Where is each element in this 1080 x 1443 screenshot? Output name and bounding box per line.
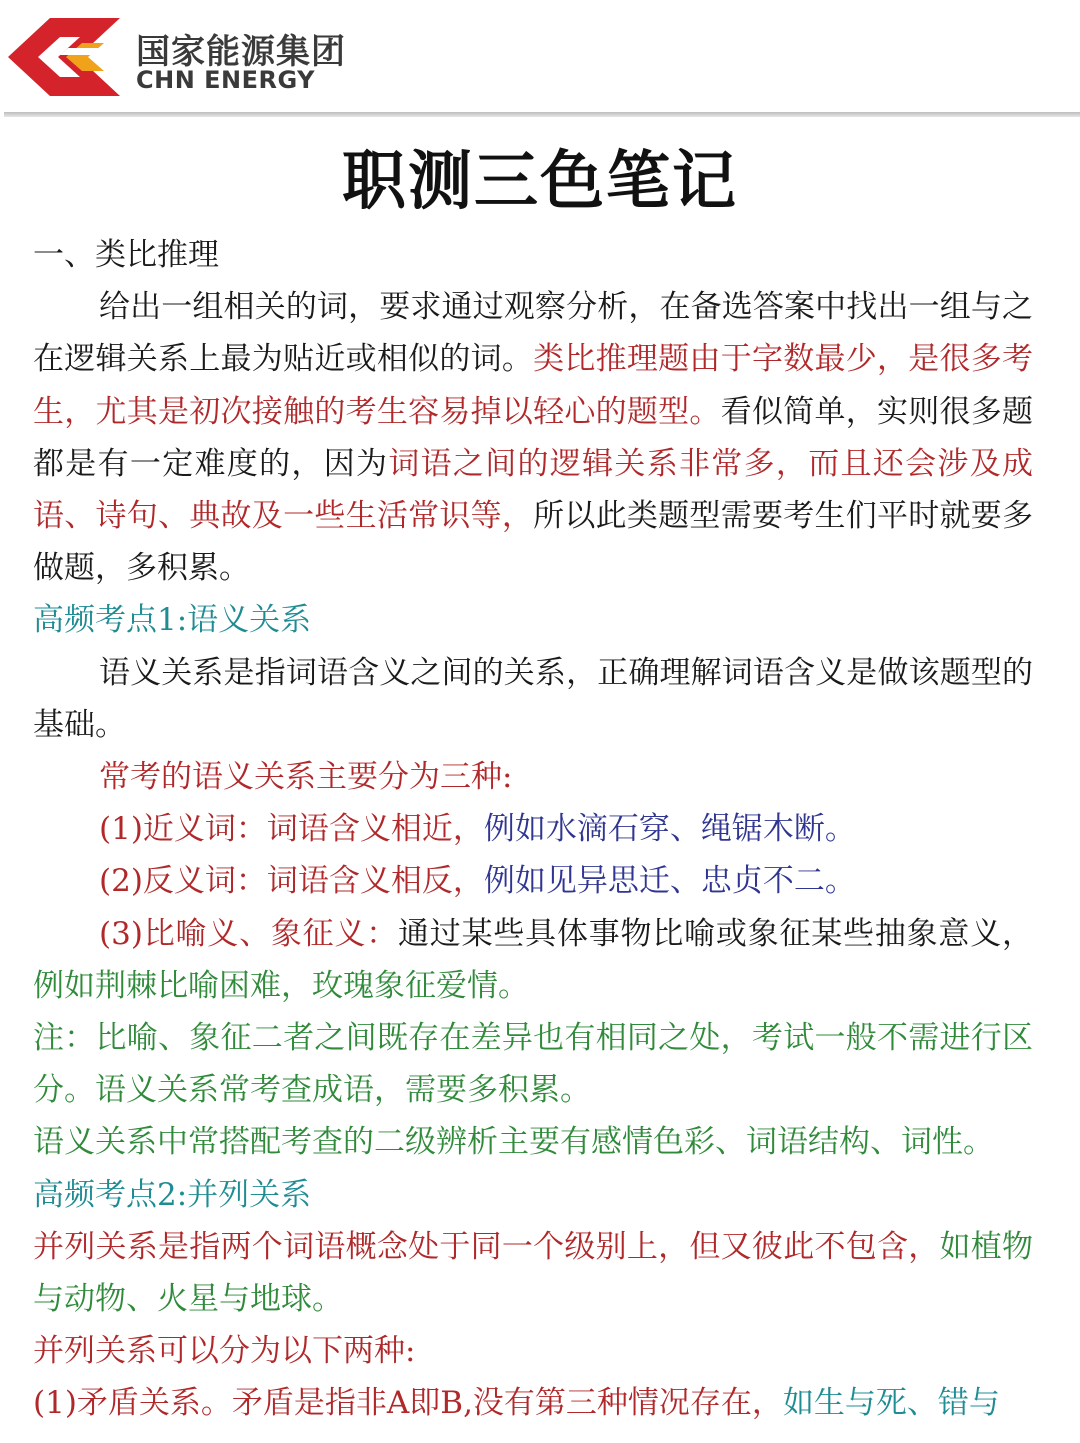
type-antonym <box>33 855 1033 907</box>
type-antonym-example: 例如见异思迁、忠贞不二。 <box>483 863 856 900</box>
logo-english-name: CHN ENERGY <box>136 66 316 94</box>
type-synonym-label: (1)近义词：词语含义相近， <box>99 811 484 848</box>
document-title: 职测三色笔记 <box>342 144 738 219</box>
type-metaphor <box>33 908 1033 1012</box>
type-contradiction-label: (1)矛盾关系。矛盾是指非A即B,没有第三种情况存在， <box>33 1385 783 1422</box>
type-metaphor-desc: 通过某些具体事物比喻或象征某些抽象意义， <box>398 915 1033 952</box>
type-contradiction-example: 如生与死、错与 <box>782 1385 1000 1422</box>
key-point-1-secondary: 语义关系中常搭配考查的二级辨析主要有感情色彩、词语结构、词性。 <box>33 1124 994 1161</box>
intro-text-1: 给出一组相关的词，要求通过观察分析，在备选答案中找出一组与之在逻辑关系上最为贴近或相似的词。 <box>33 289 1033 378</box>
logo-chinese-name: 国家能源集团 <box>136 32 346 72</box>
type-contradiction <box>33 1377 1033 1429</box>
type-metaphor-example: 例如荆棘比喻困难，玫瑰象征爱情。 <box>33 967 529 1004</box>
key-point-1-intro: 语义关系是指词语含义之间的关系，正确理解词语含义是做该题型的基础。 <box>33 654 1033 743</box>
intro-emphasis-2: 词语之间的逻辑关系非常多，而且还会涉及成语、诗句、典故及一些生活常识等， <box>33 445 1034 535</box>
intro-text-2: 看似简单，实则很多题都是有一定难度的，因为 <box>33 393 1034 482</box>
header-divider <box>4 112 1080 117</box>
key-point-1-note: 注：比喻、象征二者之间既存在差异也有相同之处，考试一般不需进行区分。语义关系常考查成语，需要多积累。 <box>33 1020 1033 1109</box>
notes-body <box>33 229 1033 1430</box>
type-synonym <box>33 803 1033 855</box>
type-synonym-example: 例如水滴石穿、绳锯木断。 <box>483 811 856 848</box>
intro-emphasis-1: 类比推理题由于字数最少，是很多考生，尤其是初次接触的考生容易掉以轻心的题型。 <box>33 341 1034 430</box>
key-point-2-def-text: 并列关系是指两个词语概念处于同一个级别上，但又彼此不包含， <box>33 1228 940 1265</box>
intro-paragraph <box>33 281 1033 594</box>
section-heading-analogy: 一、类比推理 <box>33 237 219 273</box>
type-antonym-label: (2)反义词：词语含义相反， <box>99 863 484 900</box>
parallel-types-heading: 并列关系可以分为以下两种: <box>33 1333 416 1370</box>
intro-text-3: 所以此类题型需要考生们平时就要多做题，多积累。 <box>33 498 1034 587</box>
chn-energy-logo-icon <box>8 14 120 100</box>
semantic-types-heading: 常考的语义关系主要分为三种: <box>99 759 513 796</box>
key-point-2-definition <box>33 1221 1033 1325</box>
key-point-1-heading: 高频考点1:语义关系 <box>33 602 312 639</box>
key-point-2-def-example: 如植物与动物、火星与地球。 <box>33 1228 1034 1318</box>
key-point-2-heading: 高频考点2:并列关系 <box>33 1176 312 1213</box>
page-header <box>0 0 1080 112</box>
type-metaphor-label: (3)比喻义、象征义： <box>99 915 399 952</box>
